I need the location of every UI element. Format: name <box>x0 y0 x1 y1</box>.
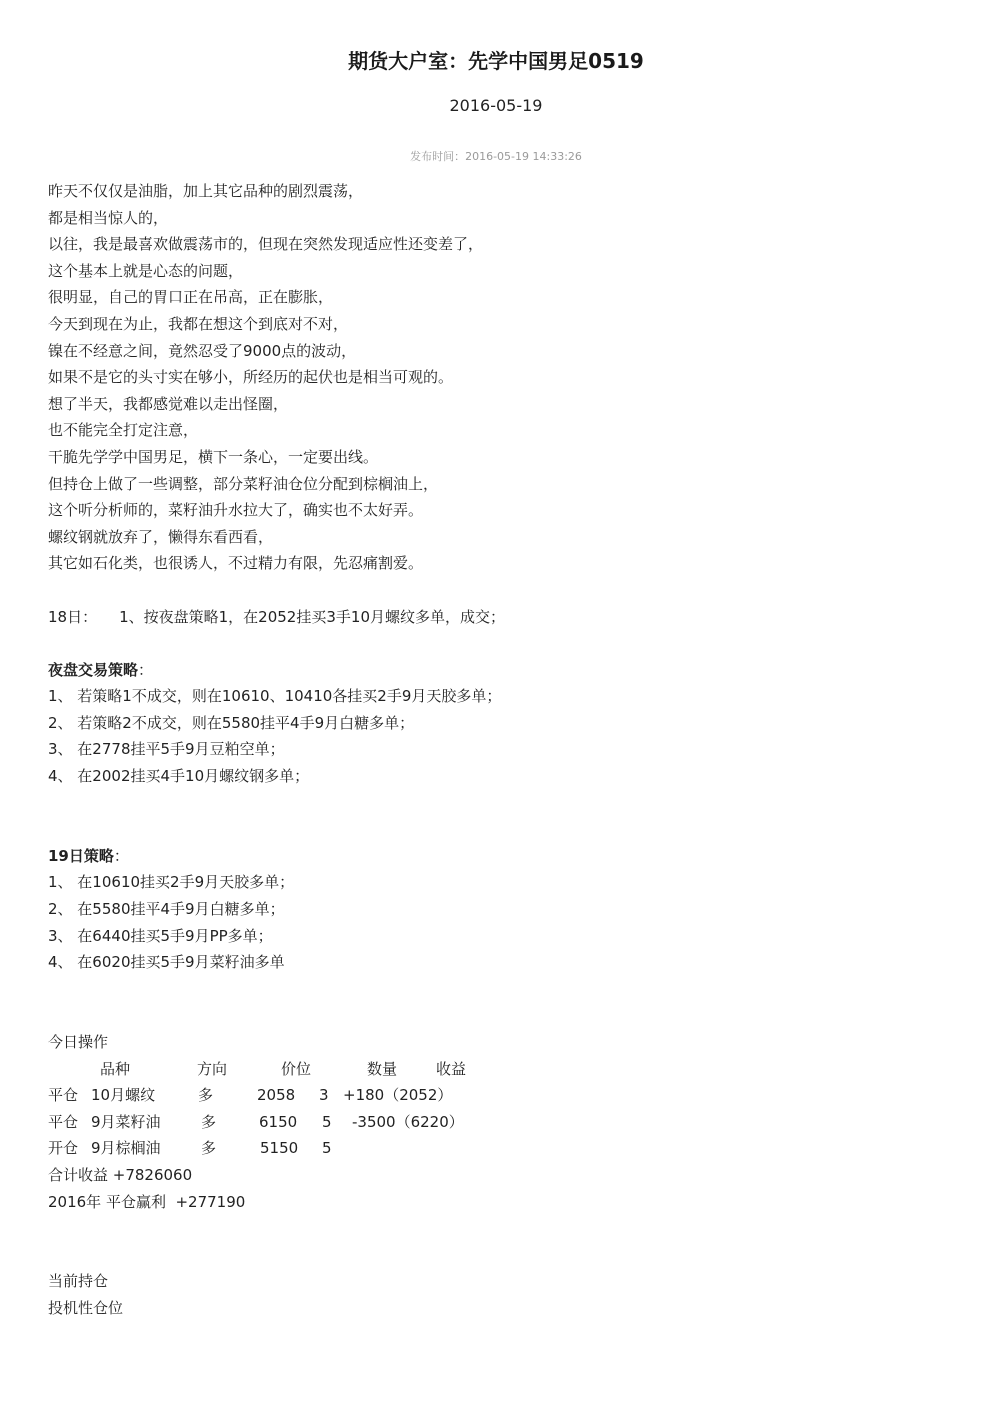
day19-strategy-title: 19日策略 <box>48 846 114 865</box>
day19-strategy-item: 3、 在6440挂买5手9月PP多单； <box>48 926 273 945</box>
spacer <box>48 630 948 657</box>
intro-line: 镍在不经意之间，竟然忍受了9000点的波动， <box>48 341 357 360</box>
holdings-subheading: 投机性仓位 <box>48 1298 124 1317</box>
intro-line: 这个基本上就是心态的问题， <box>48 261 244 280</box>
column-header: 数量 <box>367 1059 398 1078</box>
publish-timestamp: 2016-05-19 14:33:26 <box>465 150 582 163</box>
night-strategy-heading <box>48 657 948 684</box>
night-strategy-item: 3、 在2778挂平5手9月豆粕空单； <box>48 740 285 759</box>
trade-profit: +180（2052） <box>343 1086 453 1105</box>
trade-action: 平仓 <box>48 1086 79 1105</box>
trade-qty: 3 <box>319 1086 329 1105</box>
trade-item: 9月棕榈油 <box>91 1139 161 1158</box>
spacer <box>48 790 948 843</box>
intro-line: 昨天不仅仅是油脂，加上其它品种的剧烈震荡， <box>48 182 364 200</box>
article-title: 期货大户室：先学中国男足0519 <box>348 49 644 73</box>
intro-line: 想了半天，我都感觉难以走出怪圈， <box>48 394 289 413</box>
total-profit: 合计收益 +7826060 <box>48 1165 193 1184</box>
day19-strategy-item: 4、 在6020挂买5手9月菜籽油多单 <box>48 953 285 972</box>
trade-action: 平仓 <box>48 1112 79 1131</box>
intro-line: 如果不是它的头寸实在够小，所经历的起伏也是相当可观的。 <box>48 368 454 387</box>
trade-qty: 5 <box>322 1112 332 1131</box>
trade-price: 6150 <box>259 1112 298 1131</box>
publish-time <box>0 148 992 166</box>
trade-profit: -3500（6220） <box>352 1112 464 1131</box>
trade-item: 9月菜籽油 <box>91 1112 161 1131</box>
trade-price: 2058 <box>257 1086 296 1105</box>
night-strategy-colon: ： <box>138 660 154 679</box>
spacer <box>48 577 948 604</box>
trade-row <box>48 1135 948 1162</box>
night-strategy-item: 4、 在2002挂买4手10月螺纹钢多单； <box>48 767 310 786</box>
day19-strategy-colon: ： <box>113 846 129 865</box>
publish-label: 发布时间： <box>410 150 466 163</box>
trade-qty: 5 <box>322 1139 332 1158</box>
intro-line: 这个听分析师的，菜籽油升水拉大了，确实也不太好弄。 <box>48 501 424 520</box>
column-header: 收益 <box>436 1059 467 1078</box>
trade-item: 10月螺纹 <box>91 1086 156 1105</box>
intro-line: 螺纹钢就放弃了，懒得东看西看， <box>48 527 274 546</box>
day19-strategy-heading <box>48 843 948 870</box>
article-date: 2016-05-19 <box>449 96 543 115</box>
trade-direction: 多 <box>198 1086 214 1105</box>
trade-table-header <box>48 1056 948 1083</box>
night-strategy-title: 夜盘交易策略 <box>48 660 139 679</box>
column-header: 品种 <box>100 1059 131 1078</box>
trade-direction: 多 <box>201 1139 217 1158</box>
intro-line: 其它如石化类，也很诱人，不过精力有限，先忍痛割爱。 <box>48 554 424 573</box>
trade-row <box>48 1082 948 1109</box>
intro-line: 很明显，自己的胃口正在吊高，正在膨胀， <box>48 288 334 307</box>
trade-direction: 多 <box>201 1112 217 1131</box>
day19-strategy-item: 2、 在5580挂平4手9月白糖多单； <box>48 900 285 919</box>
holdings-heading: 当前持仓 <box>48 1272 109 1291</box>
night-strategy-item: 1、 若策略1不成交，则在10610、10410各挂买2手9月天胶多单； <box>48 687 502 706</box>
column-header: 价位 <box>281 1059 312 1078</box>
intro-line: 今天到现在为止，我都在想这个到底对不对， <box>48 314 349 333</box>
intro-line: 以往，我是最喜欢做震荡市的，但现在突然发现适应性还变差了， <box>48 235 484 254</box>
intro-line: 也不能完全打定注意， <box>48 421 199 440</box>
trade-row <box>48 1109 948 1136</box>
spacer <box>48 976 948 1029</box>
day19-strategy-item: 1、 在10610挂买2手9月天胶多单； <box>48 873 295 892</box>
year-profit: 2016年 平仓赢利 +277190 <box>48 1192 246 1211</box>
day18-label: 18日： <box>48 607 98 626</box>
night-strategy-item: 2、 若策略2不成交，则在5580挂平4手9月白糖多单； <box>48 713 415 732</box>
day18-text: 1、按夜盘策略1，在2052挂买3手10月螺纹多单，成交； <box>119 607 505 626</box>
today-ops-heading: 今日操作 <box>48 1033 109 1051</box>
intro-line: 干脆先学学中国男足，横下一条心，一定要出线。 <box>48 447 379 466</box>
column-header: 方向 <box>197 1059 228 1078</box>
spacer <box>48 1215 948 1268</box>
day18-record <box>48 604 948 631</box>
trade-price: 5150 <box>260 1139 299 1158</box>
intro-line: 但持仓上做了一些调整，部分菜籽油仓位分配到棕榈油上， <box>48 474 439 493</box>
trade-action: 开仓 <box>48 1139 79 1158</box>
article-body <box>48 178 948 1322</box>
intro-line: 都是相当惊人的， <box>48 208 169 227</box>
